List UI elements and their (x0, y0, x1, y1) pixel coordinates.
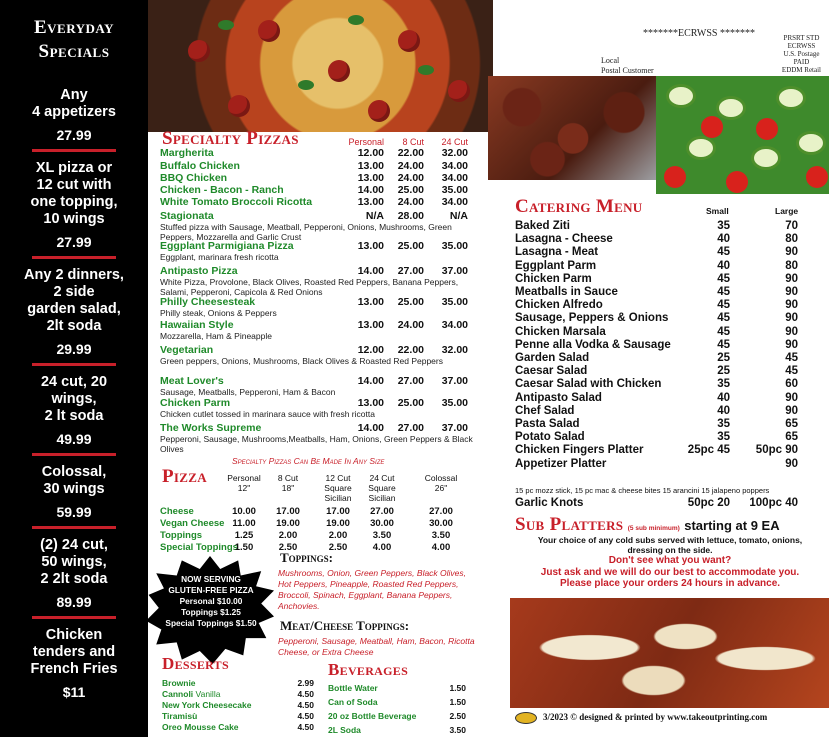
gluten-line: Special Toppings $1.50 (165, 618, 257, 628)
catering-small-price: 45 (717, 325, 730, 338)
dessert-price: 4.50 (297, 722, 314, 732)
dessert-item (162, 722, 239, 732)
ecrwss-line: *******ECRWSS ******* (643, 28, 755, 39)
catering-small-price: 40 (717, 391, 730, 404)
pizza-price-p: 12.00 (357, 344, 384, 356)
pizza-price-c8: 24.00 (397, 196, 424, 208)
deal-divider (32, 616, 116, 619)
size-header-line: 18" (281, 483, 295, 493)
ask-line: Just ask and we will do our best to accommodate you. (540, 566, 800, 578)
dessert-price: 4.50 (297, 689, 314, 699)
catering-item-name: Penne alla Vodka & Sausage (515, 338, 671, 351)
col-24cut-header: 24 Cut (441, 137, 468, 147)
prsrt-line: U.S. Postage (783, 50, 820, 58)
pizza-row-price: 2.50 (328, 542, 348, 553)
gluten-free-text (156, 574, 266, 629)
deal-line: tenders and (32, 644, 116, 660)
catering-large-price: 80 (785, 259, 798, 272)
deal-line: wings, (51, 391, 97, 407)
salad-photo (656, 76, 829, 194)
postal-indicia (493, 0, 829, 76)
pizza-photo (148, 0, 493, 132)
garlic-knots-name: Garlic Knots (515, 497, 584, 509)
pizza-name: Antipasto Pizza (160, 265, 238, 277)
catering-large-price: 90 (785, 338, 798, 351)
specialty-size-note: Specialty Pizzas Can Be Made In Any Size (232, 456, 385, 466)
catering-small-price: 40 (717, 233, 730, 246)
pizza-row-price: 17.00 (276, 506, 300, 517)
catering-small-price: 45 (717, 286, 730, 298)
catering-item-name: Lasagna - Cheese (515, 233, 613, 246)
pizza-description: Pepperoni, Sausage, Mushrooms,Meatballs, Ham, Onions, Green Peppers & Black Olives (160, 434, 473, 454)
pizza-size-header (418, 473, 464, 493)
special-deal (0, 537, 148, 619)
deal-line: 12 cut with (36, 177, 112, 193)
catering-item-name: Chicken Parm (515, 272, 592, 285)
pizza-price-c24: 35.00 (441, 240, 468, 252)
sub-starting-price: starting at 9 EA (684, 518, 780, 533)
pizza-name: Meat Lover's (160, 375, 224, 387)
dessert-price: 4.50 (297, 700, 314, 710)
catering-small-price: 45 (717, 338, 730, 351)
special-deal (0, 464, 148, 529)
deal-divider (32, 149, 116, 152)
dessert-name: Tiramisù (162, 711, 198, 721)
pizza-row-price: 10.00 (232, 506, 256, 517)
pizza-description: Philly steak, Onions & Peppers (160, 308, 277, 318)
pizza-row-price: 30.00 (429, 518, 453, 529)
chicken-parm-photo (510, 598, 829, 708)
pizza-price-c24: 37.00 (441, 375, 468, 387)
catering-small-price: 45 (717, 272, 730, 285)
pizza-row-name: Cheese (160, 506, 194, 517)
catering-item-name: Chicken Marsala (515, 325, 606, 338)
deal-line: 10 wings (43, 211, 105, 227)
postal-customer-line: Postal Customer (601, 66, 654, 75)
catering-small-price: 35 (717, 431, 730, 444)
pizza-price-c8: 25.00 (397, 397, 424, 409)
beverage-price: 3.50 (449, 725, 466, 735)
pizza-price-p: 13.00 (357, 240, 384, 252)
prsrt-line: PRSRT STD (783, 34, 820, 42)
catering-small-price: 40 (717, 259, 730, 272)
desserts-title: Desserts (162, 654, 229, 673)
catering-item-name: Garden Salad (515, 352, 590, 364)
size-header-line: Colossal (424, 473, 458, 483)
dessert-name: Oreo Mousse Cake (162, 722, 239, 732)
sub-platters-header (515, 514, 780, 536)
pizza-price-p: 14.00 (357, 184, 384, 196)
deal-line: 50 wings, (41, 554, 107, 570)
size-header-line: 26" (434, 483, 448, 493)
pizza-row-price: 1.50 (234, 542, 254, 553)
pizza-price-c24: 32.00 (441, 344, 468, 356)
special-deal (0, 374, 148, 456)
dessert-item (162, 678, 196, 688)
beverage-name: Bottle Water (328, 683, 378, 693)
gluten-line: NOW SERVING (181, 574, 241, 584)
pizza-price-c8: 24.00 (397, 160, 424, 172)
specialty-pizzas-title: Specialty Pizzas (162, 128, 299, 149)
pizza-row-price: 19.00 (276, 518, 300, 529)
ask-line: Don't see what you want? (608, 555, 732, 566)
pizza-description: Chicken cutlet tossed in marinara sauce with fresh ricotta (160, 409, 375, 419)
size-header-line: Sicilian (368, 493, 396, 503)
catering-item-name: Chicken Alfredo (515, 299, 603, 312)
sub-minimum: (5 sub minimum) (627, 525, 680, 532)
catering-item-name: Caesar Salad with Chicken (515, 378, 662, 391)
deal-price: 29.99 (56, 341, 92, 357)
catering-small-price: 45 (717, 299, 730, 312)
deal-divider (32, 363, 116, 366)
pizza-row-price: 1.25 (234, 530, 254, 541)
pizza-size-header (222, 473, 266, 493)
deal-line: garden salad, (27, 301, 121, 317)
garlic-knots-large: 100pc 40 (749, 497, 798, 509)
pizza-price-p: 12.00 (357, 147, 384, 159)
pizza-row-price: 3.50 (372, 530, 392, 541)
prsrt-line: ECRWSS (787, 42, 816, 50)
pizza-row-price: 3.50 (431, 530, 451, 541)
pizza-price-c24: 32.00 (441, 147, 468, 159)
deal-line: 2 2lt soda (40, 571, 108, 587)
pizza-price-p: 13.00 (357, 397, 384, 409)
meat-cheese-toppings-title: Meat/Cheese Toppings: (280, 618, 410, 633)
catering-large-price: 90 (785, 457, 798, 470)
pizza-name: Margherita (160, 147, 214, 159)
pizza-name: Vegetarian (160, 344, 214, 356)
catering-large-price: 90 (785, 286, 798, 298)
pizza-price-c8: 25.00 (397, 184, 424, 196)
dessert-name: Brownie (162, 678, 196, 688)
catering-col-small: Small (706, 206, 729, 216)
size-header-line: Square (368, 483, 396, 493)
catering-large-price: 90 (785, 325, 798, 338)
deal-line: 2 lt soda (44, 408, 104, 424)
size-header-line: Sicilian (324, 493, 352, 503)
meat-cheese-toppings-list: Pepperoni, Sausage, Meatball, Ham, Bacon, Ricotta Cheese, or Extra Cheese (278, 636, 475, 657)
pizza-row-price: 11.00 (232, 518, 256, 529)
pizza-row-price: 30.00 (370, 518, 394, 529)
pizza-price-p: 14.00 (357, 422, 384, 434)
catering-large-price: 65 (785, 431, 798, 444)
pizza-price-p: N/A (365, 210, 384, 222)
beverage-price: 1.50 (449, 683, 466, 693)
pizza-title: Pizza (162, 466, 207, 487)
pizza-description: White Pizza, Provolone, Black Olives, Roasted Red Peppers, Banana Peppers, Salami, Pepperoni, Capicola & Red Onions (160, 277, 459, 297)
catering-item-name: Meatballs in Sauce (515, 286, 618, 298)
size-header-line: Square (324, 483, 352, 493)
toppings-title: Toppings: (280, 550, 334, 565)
pizza-description: Mozzarella, Ham & Pineapple (160, 331, 272, 341)
catering-col-large: Large (775, 206, 799, 216)
sub-platters-title: Sub Platters (515, 514, 624, 535)
pizza-price-c8: 22.00 (397, 147, 424, 159)
catering-large-price: 90 (785, 312, 798, 325)
gluten-line: GLUTEN-FREE PIZZA (168, 585, 254, 595)
deal-divider (32, 526, 116, 529)
sidebar-title (0, 16, 148, 64)
local-postal-customer (601, 56, 654, 76)
catering-large-price: 70 (785, 220, 798, 232)
size-header-line: Personal (227, 473, 261, 483)
catering-small-price: 35 (717, 220, 730, 232)
catering-item-name: Sausage, Peppers & Onions (515, 312, 669, 325)
dessert-item (162, 711, 197, 721)
beverage-name: Can of Soda (328, 697, 378, 707)
dessert-item (162, 689, 220, 699)
col-8cut-header: 8 Cut (402, 137, 424, 147)
pizza-price-c8: 27.00 (397, 422, 424, 434)
catering-item-name: Caesar Salad (515, 365, 588, 378)
dessert-variant: Vanilla (195, 689, 221, 699)
catering-small-price: 35 (717, 418, 730, 430)
printer-logo-icon (515, 712, 537, 724)
catering-large-price: 65 (785, 418, 798, 430)
beverages-title: Beverages (328, 660, 409, 679)
pizza-price-c24: N/A (449, 210, 468, 222)
pizza-row-name: Special Toppings (160, 542, 238, 553)
pizza-size-header (320, 473, 356, 503)
deal-price: 59.99 (56, 504, 92, 520)
beverage-price: 1.50 (449, 697, 466, 707)
deal-line: 24 cut, 20 (40, 374, 108, 390)
deal-line: Colossal, (41, 464, 107, 480)
size-header-line: 12" (237, 483, 251, 493)
deal-price: 27.99 (56, 234, 92, 250)
pizza-name: Philly Cheesesteak (160, 296, 256, 308)
catering-small-price: 45 (717, 312, 730, 325)
beverage-name: 20 oz Bottle Beverage (328, 711, 417, 721)
catering-large-price: 60 (785, 378, 798, 391)
sub-platters-ask (515, 555, 825, 590)
pizza-price-c24: 34.00 (441, 196, 468, 208)
ask-line: Please place your orders 24 hours in advance. (559, 578, 781, 589)
catering-large-price: 90 (785, 391, 798, 404)
sidebar-title-line1: Everyday (33, 17, 115, 38)
pizza-price-c8: 27.00 (397, 375, 424, 387)
pizza-price-p: 14.00 (357, 265, 384, 277)
prsrt-line: EDDM Retail (781, 66, 821, 74)
deal-price: 27.99 (56, 127, 92, 143)
pizza-description: Eggplant, marinara fresh ricotta (160, 252, 279, 262)
size-header-line: 8 Cut (277, 473, 299, 483)
size-header-line: 24 Cut (369, 473, 395, 483)
deal-line: Chicken (45, 627, 103, 643)
deal-line: French Fries (30, 661, 118, 677)
pizza-price-c24: 35.00 (441, 397, 468, 409)
pizza-row-name: Toppings (160, 530, 203, 541)
everyday-specials-sidebar (0, 0, 148, 737)
gluten-line: Toppings $1.25 (181, 607, 241, 617)
prsrt-stamp (782, 34, 821, 74)
pizza-price-p: 13.00 (357, 296, 384, 308)
pizza-row-price: 19.00 (326, 518, 350, 529)
catering-menu-title: Catering Menu (515, 196, 643, 217)
pizza-price-c8: 28.00 (397, 210, 424, 222)
pizza-name: Buffalo Chicken (160, 160, 240, 172)
meatballs-photo (488, 76, 658, 180)
catering-small-price: 35 (717, 378, 730, 391)
pizza-price-c24: 34.00 (441, 172, 468, 184)
catering-large-price: 90 (785, 246, 798, 259)
beverage-price: 2.50 (449, 711, 466, 721)
sub-platters-desc: Your choice of any cold subs served with lettuce, tomato, onions, dressing on the side. (537, 535, 803, 555)
pizza-price-c24: 34.00 (441, 160, 468, 172)
dessert-name: New York Cheesecake (162, 700, 252, 710)
special-deal (0, 627, 148, 700)
pizza-row-price: 27.00 (429, 506, 453, 517)
special-deal (0, 160, 148, 259)
pizza-name: The Works Supreme (160, 422, 262, 434)
pizza-price-p: 14.00 (357, 375, 384, 387)
catering-item-name: Chef Salad (515, 404, 575, 417)
catering-item-name: Eggplant Parm (515, 259, 597, 272)
pizza-name: Chicken Parm (160, 397, 231, 409)
pizza-price-c8: 27.00 (397, 265, 424, 277)
special-deals-list (0, 87, 148, 700)
pizza-size-header (362, 473, 402, 503)
catering-item-name: Potato Salad (515, 431, 585, 444)
prsrt-line: PAID (793, 58, 810, 66)
catering-item-name: Antipasto Salad (515, 391, 602, 404)
pizza-price-c24: 34.00 (441, 319, 468, 331)
pizza-row-price: 2.00 (328, 530, 348, 541)
pizza-price-p: 13.00 (357, 172, 384, 184)
special-deal (0, 267, 148, 366)
dessert-name: Cannoli (162, 689, 194, 699)
pizza-row-price: 2.00 (278, 530, 298, 541)
deal-price: 89.99 (56, 594, 92, 610)
deal-line: XL pizza or (35, 160, 113, 176)
deal-divider (32, 256, 116, 259)
appetizer-platter-note: 15 pc mozz stick, 15 pc mac & cheese bites 15 arancini 15 jalapeno poppers (515, 486, 770, 495)
catering-small-price: 40 (717, 404, 730, 417)
col-personal-header: Personal (348, 137, 384, 147)
dessert-price: 2.99 (297, 678, 314, 688)
pizza-price-p: 13.00 (357, 196, 384, 208)
catering-item-name: Baked Ziti (515, 220, 570, 232)
deal-price: $11 (62, 684, 86, 700)
catering-large-price: 45 (785, 365, 798, 378)
catering-large-price: 90 (785, 404, 798, 417)
pizza-row-price: 4.00 (372, 542, 392, 553)
pizza-price-c8: 22.00 (397, 344, 424, 356)
catering-large-price: 50pc 90 (755, 444, 798, 457)
pizza-price-c8: 25.00 (397, 240, 424, 252)
pizza-name: Chicken - Bacon - Ranch (160, 184, 284, 196)
catering-small-price: 25 (717, 352, 730, 364)
garlic-knots-small: 50pc 20 (687, 497, 730, 509)
dessert-price: 4.50 (297, 711, 314, 721)
pizza-price-c24: 37.00 (441, 422, 468, 434)
catering-item-name: Lasagna - Meat (515, 246, 599, 259)
dessert-item (162, 700, 251, 710)
deal-line: one topping, (30, 194, 118, 210)
deal-line: Any (60, 87, 88, 103)
deal-divider (32, 453, 116, 456)
pizza-price-p: 13.00 (357, 319, 384, 331)
pizza-row-price: 4.00 (431, 542, 451, 553)
pizza-row-price: 27.00 (370, 506, 394, 517)
pizza-row-name: Vegan Cheese (160, 518, 225, 529)
pizza-price-c8: 25.00 (397, 296, 424, 308)
catering-large-price: 45 (785, 352, 798, 364)
pizza-price-c24: 35.00 (441, 296, 468, 308)
pizza-price-c24: 35.00 (441, 184, 468, 196)
pizza-name: White Tomato Broccoli Ricotta (160, 196, 313, 208)
pizza-price-c24: 37.00 (441, 265, 468, 277)
gluten-line: Personal $10.00 (179, 596, 243, 606)
catering-small-price: 25 (717, 365, 730, 378)
deal-line: 4 appetizers (32, 104, 116, 120)
pizza-price-c8: 24.00 (397, 319, 424, 331)
deal-line: 2 side (53, 284, 95, 300)
catering-item-name: Appetizer Platter (515, 457, 607, 470)
catering-large-price: 90 (785, 299, 798, 312)
pizza-row-price: 17.00 (326, 506, 350, 517)
sidebar-title-line2: Specials (38, 41, 110, 62)
pizza-description: Stuffed pizza with Sausage, Meatball, Pepperoni, Onions, Mushrooms, Green Peppers, Mozzarella and Garlic Crust (160, 222, 452, 242)
catering-item-name: Pasta Salad (515, 418, 580, 430)
catering-small-price: 25pc 45 (687, 444, 730, 457)
footer-text: 3/2023 © designed & printed by www.takeoutprinting.com (543, 712, 768, 723)
pizza-size-header (272, 473, 304, 493)
pizza-description: Sausage, Meatballs, Pepperoni, Ham & Bacon (160, 387, 336, 397)
beverage-name: 2L Soda (328, 725, 361, 735)
pizza-price-c8: 24.00 (397, 172, 424, 184)
pizza-price-p: 13.00 (357, 160, 384, 172)
deal-price: 49.99 (56, 431, 92, 447)
pizza-name: BBQ Chicken (160, 172, 228, 184)
catering-large-price: 90 (785, 272, 798, 285)
pizza-name: Eggplant Parmigiana Pizza (160, 240, 294, 252)
size-header-line: 12 Cut (325, 473, 351, 483)
pizza-row-price: 2.50 (278, 542, 298, 553)
toppings-list: Mushrooms, Onion, Green Peppers, Black Olives, Hot Peppers, Pineapple, Roasted Red Peppers, Broccoli, Spinach, Eggplant, Banana Peppers, Anchovies. (278, 568, 467, 611)
deal-line: (2) 24 cut, (40, 537, 108, 553)
printer-footer (515, 712, 767, 724)
deal-line: 2lt soda (46, 318, 102, 334)
special-deal (0, 87, 148, 152)
pizza-description: Green peppers, Onions, Mushrooms, Black Olives & Roasted Red Peppers (160, 356, 443, 366)
catering-small-price: 45 (717, 246, 730, 259)
pizza-name: Hawaiian Style (160, 319, 234, 331)
deal-line: 30 wings (43, 481, 105, 497)
catering-large-price: 80 (785, 233, 798, 246)
local-line: Local (601, 56, 620, 65)
pizza-name: Stagionata (160, 210, 214, 222)
catering-item-name: Chicken Fingers Platter (515, 444, 644, 457)
deal-line: Any 2 dinners, (24, 267, 124, 283)
